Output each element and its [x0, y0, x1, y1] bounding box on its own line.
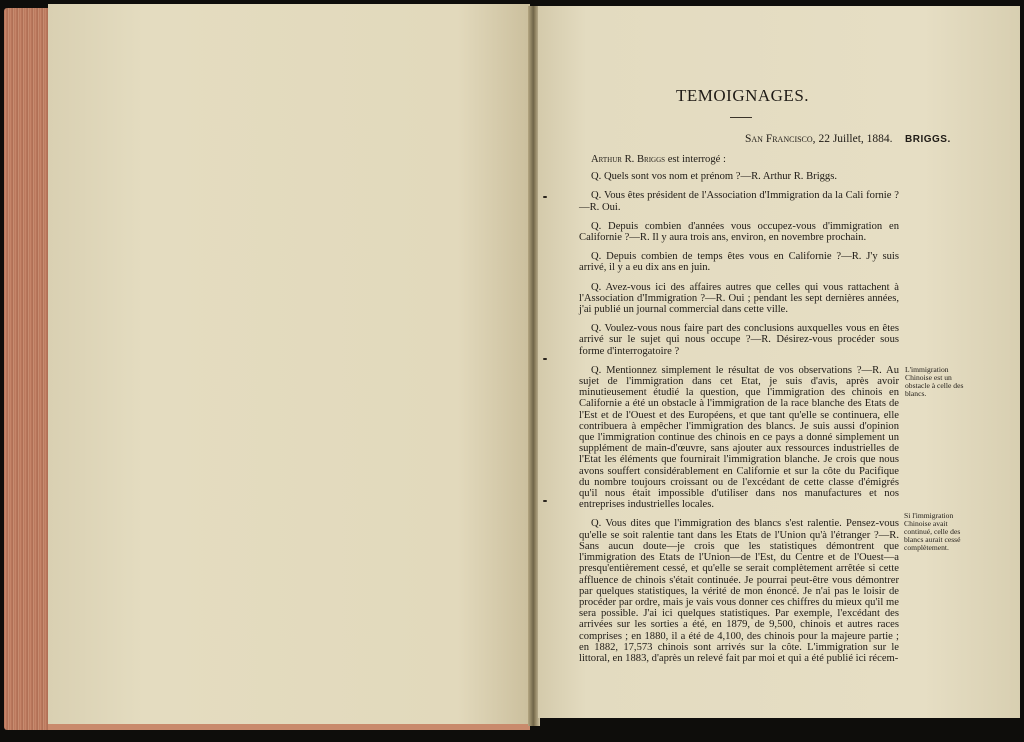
paragraph: Q. Vous dites que l'immigration des blancs s'est ralentie. Pensez-vous qu'elle se soit ralentie tant dans les Etats de l'Union qu'à l'étranger ?—R. Sans aucun doute—je crois que les statistiques démontrent que l'immigration des Etats de l'Union—de l'Est, du Centre et de l'Ouest—a presqu'entièrement cessé, et qu'elle se serait complètement arrêtée si cette affluence de chinois s'était continuée. Je pourrai peut-être vous démontrer par quelques statistiques, la vérité de mon énoncé. Je n'ai pas le loisir de procéder par ordre, mais je vais vous donner ces chiffres du mieux qu'il me sera possible. J'ai ici quelques statistiques. Par exemple, l'excédant des arrivées sur les sorties a été, en 1879, de 9,500, chinois et autres races comprises ; en 1880, il a été de 4,100, des chinois pour la majeure partie ; en 1882, 17,573 chinois sont arrivés sur la côte. L'immigration sur le littoral, en 1883, d'après un relevé fait par moi et qui a été publié ici récem- [579, 518, 899, 664]
margin-note: Si l'immigration Chinoise avait continué, celle des blancs aurait cessé complètement. [904, 511, 961, 552]
paragraph: Q. Vous êtes président de l'Association d'Immigration da la Cali fornie ?—R. Oui. [579, 190, 899, 213]
paragraph: Q. Mentionnez simplement le résultat de vos observations ?—R. Au sujet de l'immigration dans cet Etat, je suis d'avis, après avoir minutieusement étudié la question, que l'immigration des chinois en Californie a été un obstacle à l'immigration de la race blanche des Etats de l'Est et de l'Ouest et des Européens, et que tant qu'elle se continuera, elle contribuera à empêcher l'immigration des blancs. Je suis aussi d'opinion que l'immigration continue des chinois en ce pays a donné simplement un supplément de main-d'œuvre, sans ajouter aux ressources industrielles de l'Etat les éléments que fournirait l'immigration blanche. Je crois que nous avons souffert considérablement en Californie et sur la côte du Pacifique du nombre toujours croissant ou de l'excédant de cette classe d'émigrés qu'il nous était impossible d'utiliser dans nos manufactures et nos entreprises industrielles locales. [579, 364, 899, 511]
binding-mark [543, 500, 547, 502]
paragraph: Q. Quels sont vos nom et prénom ?—R. Arthur R. Briggs. [591, 171, 837, 183]
page-edges [4, 8, 52, 730]
testimony-text [579, 154, 899, 672]
paragraph: Q. Depuis combien d'années vous occupez-vous d'immigration en Californie ?—R. Il y aura trois ans, environ, en novembre prochain. [579, 220, 899, 244]
left-page-blank [48, 4, 530, 730]
intro-line [579, 154, 899, 165]
binding-mark [543, 196, 547, 198]
page-title: TEMOIGNAGES. [676, 86, 810, 105]
witness-name: Arthur R. Briggs [591, 154, 666, 165]
title-rule [730, 117, 752, 118]
paragraph: Q. Depuis combien de temps êtes vous en Californie ?—R. J'y suis arrivé, il y a eu dix ans en juin. [579, 251, 899, 274]
intro-rest: est interrogé : [665, 154, 726, 165]
paragraph: Q. Avez-vous ici des affaires autres que celles qui vous rattachent à l'Association d'Immigration ?—R. Oui ; pendant les sept dernières années, j'ai publié un journal commercial dans cette ville. [579, 281, 899, 316]
dateline [745, 133, 893, 145]
dateline-date: 22 Juillet, 1884. [815, 133, 893, 145]
paragraph: Q. Voulez-vous nous faire part des conclusions auxquelles vous en êtes arrivé sur le sujet qui nous occupe ?—R. Désirez-vous procéder sous forme d'interrogatoire ? [579, 323, 899, 357]
margin-note: L'immigration Chinoise est un obstacle à celle des blancs. [905, 365, 964, 398]
binding-mark [543, 358, 547, 360]
speaker-name: BRIGGS. [905, 134, 951, 145]
dateline-place: San Francisco, [745, 133, 816, 145]
